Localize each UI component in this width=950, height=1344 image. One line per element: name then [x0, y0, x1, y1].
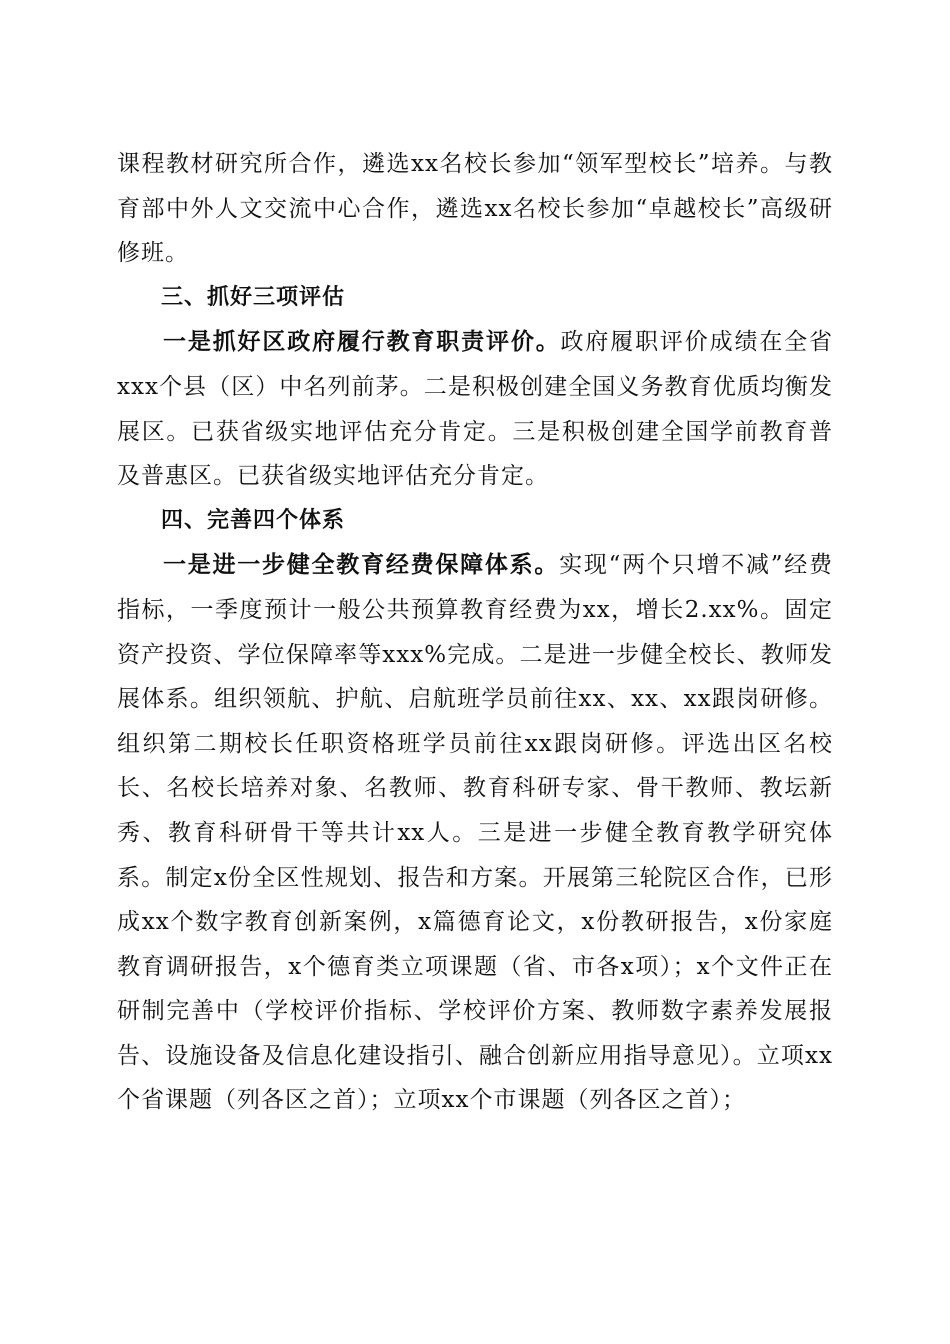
paragraph-systems-lead: 一是进一步健全教育经费保障体系。	[163, 552, 560, 579]
section-heading-four: 四、完善四个体系	[161, 507, 346, 533]
paragraph-evaluations-lead: 一是抓好区政府履行教育职责评价。	[163, 329, 561, 356]
paragraph-evaluations-body: 政府履职评价成绩在全省xxx个县（区）中名列前茅。二是积极创建全国义务教育优质均衡发展区。已获省级实地评估充分肯定。三是积极创建全国学前教育普及普惠区。已获省级实地评估充分肯定。	[117, 329, 834, 490]
paragraph-systems-body: 实现“两个只增不减”经费指标，一季度预计一般公共预算教育经费为xx，增长2.xx%。固定资产投资、学位保障率等xxx%完成。二是进一步健全校长、教师发展体系。组织领航、护航、启航班学员前往xx、xx、xx跟岗研修。组织第二期校长任职资格班学员前往xx跟岗研修。评选出区名校长、名校长培养对象、名教师、教育科研专家、骨干教师、教坛新秀、教育科研骨干等共计xx人。三是进一步健全教育教学研究体系。制定x份全区性规划、报告和方案。开展第三轮院区合作，已形成xx个数字教育创新案例，x篇德育论文，x份教研报告，x份家庭教育调研报告，x个德育类立项课题（省、市各x项）；x个文件正在研制完善中（学校评价指标、学校评价方案、教师数字素养发展报告、设施设备及信息化建设指引、融合创新应用指导意见）。立项xx个省课题（列各区之首）；立项xx个市课题（列各区之首）；	[117, 552, 833, 1114]
paragraph-systems	[117, 543, 833, 1123]
paragraph-continuation: 课程教材研究所合作，遴选xx名校长参加“领军型校长”培养。与教育部中外人文交流中心合作，遴选xx名校长参加“卓越校长”高级研修班。	[117, 151, 833, 267]
paragraph-evaluations	[117, 320, 833, 498]
document-body	[117, 142, 833, 1123]
section-heading-three: 三、抓好三项评估	[161, 284, 346, 310]
